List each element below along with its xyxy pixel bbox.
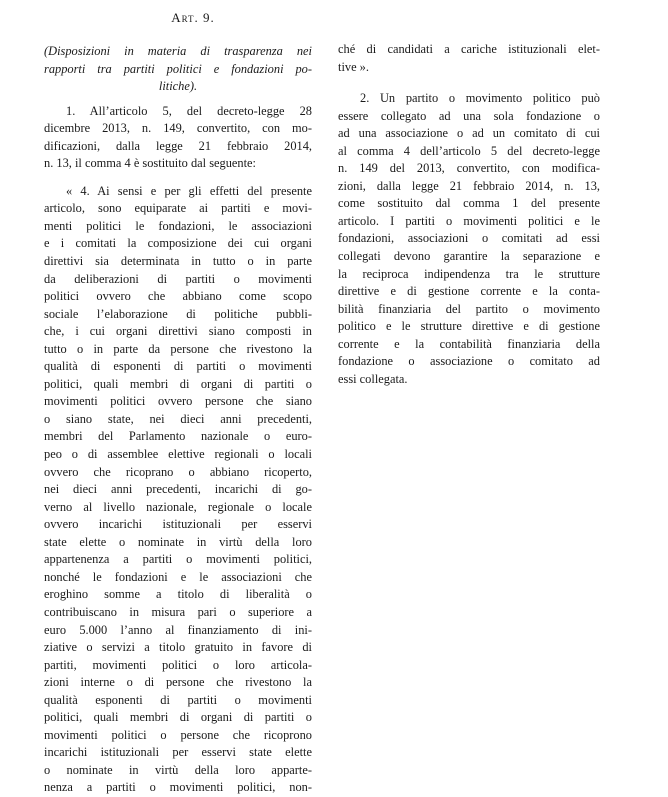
- text-line: 1. All’articolo 5, del decreto-legge 28: [66, 103, 312, 118]
- text-line: state elette o nominate in virtù della loro: [44, 534, 312, 549]
- text-line: essi collegata.: [338, 371, 408, 386]
- text-line: movimenti politici ovvero persone che siano: [44, 394, 312, 409]
- text-line: tutto o in parte da persone che rivestono la: [44, 341, 312, 356]
- text-line: movimenti politici o persone che ricoprono: [44, 727, 312, 742]
- text-line: 2. Un partito o movimento politico può: [360, 91, 600, 106]
- text-line: euro 5.000 l’anno al finanziamento di ini-: [44, 622, 312, 637]
- text-line: al comma 4 dell’articolo 5 del decreto-legge: [338, 143, 600, 158]
- text-line: sociale l’elaborazione di politiche pubbli-: [44, 306, 312, 321]
- text-line: ché di candidati a cariche istituzionali elet-: [338, 42, 600, 56]
- text-line: politici ovvero che abbiano come scopo: [44, 289, 312, 304]
- text-line: la reciproca indipendenza tra le strutture: [338, 266, 600, 281]
- text-line: politici, quali membri di organi di partiti o: [44, 710, 312, 725]
- text-line: n. 13, il comma 4 è sostituito dal seguente:: [44, 156, 256, 171]
- text-line: e i comitati la composizione dei cui organi: [44, 236, 312, 251]
- text-line: articolo. I partiti o movimenti politici e le: [338, 213, 600, 228]
- text-line: (Disposizioni in materia di trasparenza nei: [44, 44, 312, 58]
- text-line: nei dieci anni precedenti, incarichi di go-: [44, 482, 312, 497]
- text-line: ovvero che ricoprano o abbiano ricoperto,: [44, 464, 312, 479]
- text-line: corrente e la contabilità finanziaria della: [338, 336, 600, 351]
- text-line: o siano state, nei dieci anni precedenti,: [44, 411, 312, 426]
- text-line: politico e le strutture direttive e di gestione: [338, 319, 600, 334]
- text-line: fondazioni, associazioni o comitati ad essi: [338, 231, 600, 246]
- text-line: ovvero incarichi istituzionali per esservi: [44, 517, 312, 532]
- text-line: direttivi sia determinata in tutto o in parte: [44, 254, 312, 269]
- text-line: ad una associazione o ad un comitato di cui: [338, 126, 600, 141]
- article-heading: [44, 43, 312, 96]
- text-line: collegati devono garantire la separazione e: [338, 249, 600, 264]
- text-line: verno al livello nazionale, regionale o locale: [44, 499, 312, 514]
- text-line: appartenenza a partiti o movimenti politici,: [44, 552, 312, 567]
- text-line: n. 149 del 2013, convertito, con modifica-: [338, 161, 600, 176]
- paragraph-comma-4: [44, 183, 312, 797]
- text-line: ziative o servizi a titolo gratuito in favore di: [44, 640, 312, 655]
- text-line: politici, quali membri di organi di partiti o: [44, 376, 312, 391]
- text-line: incarichi istituzionali per esservi state elette: [44, 745, 312, 760]
- text-line: qualità esponenti di partiti o movimenti: [44, 692, 312, 707]
- text-line: che, i cui organi direttivi siano composti in: [44, 324, 312, 339]
- text-line: zioni interne o di persone che rivestono la: [44, 675, 312, 690]
- text-line: dicembre 2013, n. 149, convertito, con mo-: [44, 121, 312, 136]
- text-line: eroghino somme a titolo di liberalità o: [44, 587, 312, 602]
- text-line: zioni, dalla legge 21 febbraio 2014, n. 13,: [338, 178, 600, 193]
- paragraph-gap: [338, 76, 600, 90]
- text-line: menti politici le fondazioni, le associazioni: [44, 218, 312, 233]
- paragraph-gap: [44, 173, 312, 183]
- text-line: o nominate in virtù della loro apparte-: [44, 762, 312, 777]
- continuation-text: [338, 41, 600, 76]
- text-line: partiti, movimenti politici o loro articola-: [44, 657, 312, 672]
- text-line: membri del Parlamento nazionale o euro-: [44, 429, 312, 444]
- text-line: contribuiscano in misura pari o superiore a: [44, 604, 312, 619]
- right-column: [338, 41, 600, 388]
- article-title: Art. 9.: [171, 10, 215, 25]
- text-line: articolo, sono equiparate ai partiti e movi-: [44, 201, 312, 216]
- text-line: bilità finanziaria del partito o movimento: [338, 301, 600, 316]
- text-line: da deliberazioni di partiti o movimenti: [44, 271, 312, 286]
- text-line: litiche).: [158, 79, 198, 94]
- text-line: peo o di assemblee elettive regionali o locali: [44, 447, 312, 462]
- text-line: dificazioni, dalla legge 21 febbraio 2014,: [44, 138, 312, 153]
- text-line: nenza a partiti o movimenti politici, non-: [44, 780, 312, 795]
- text-line: « 4. Ai sensi e per gli effetti del presente: [66, 183, 312, 198]
- text-line: rapporti tra partiti politici e fondazioni po-: [44, 61, 312, 76]
- paragraph-1: [44, 103, 312, 173]
- text-line: essere collegato ad una sola fondazione o: [338, 108, 600, 123]
- text-line: direttive e di gestione corrente e la conta-: [338, 284, 600, 299]
- text-line: qualità di esponenti di partiti o movimenti: [44, 359, 312, 374]
- text-line: tive ».: [338, 59, 369, 74]
- text-line: nonché le fondazioni e le associazioni che: [44, 569, 312, 584]
- text-line: come sostituito dal comma 1 del presente: [338, 196, 600, 211]
- text-line: fondazione o associazione o comitato ad: [338, 354, 600, 369]
- paragraph-2: [338, 90, 600, 388]
- left-column: [44, 43, 312, 797]
